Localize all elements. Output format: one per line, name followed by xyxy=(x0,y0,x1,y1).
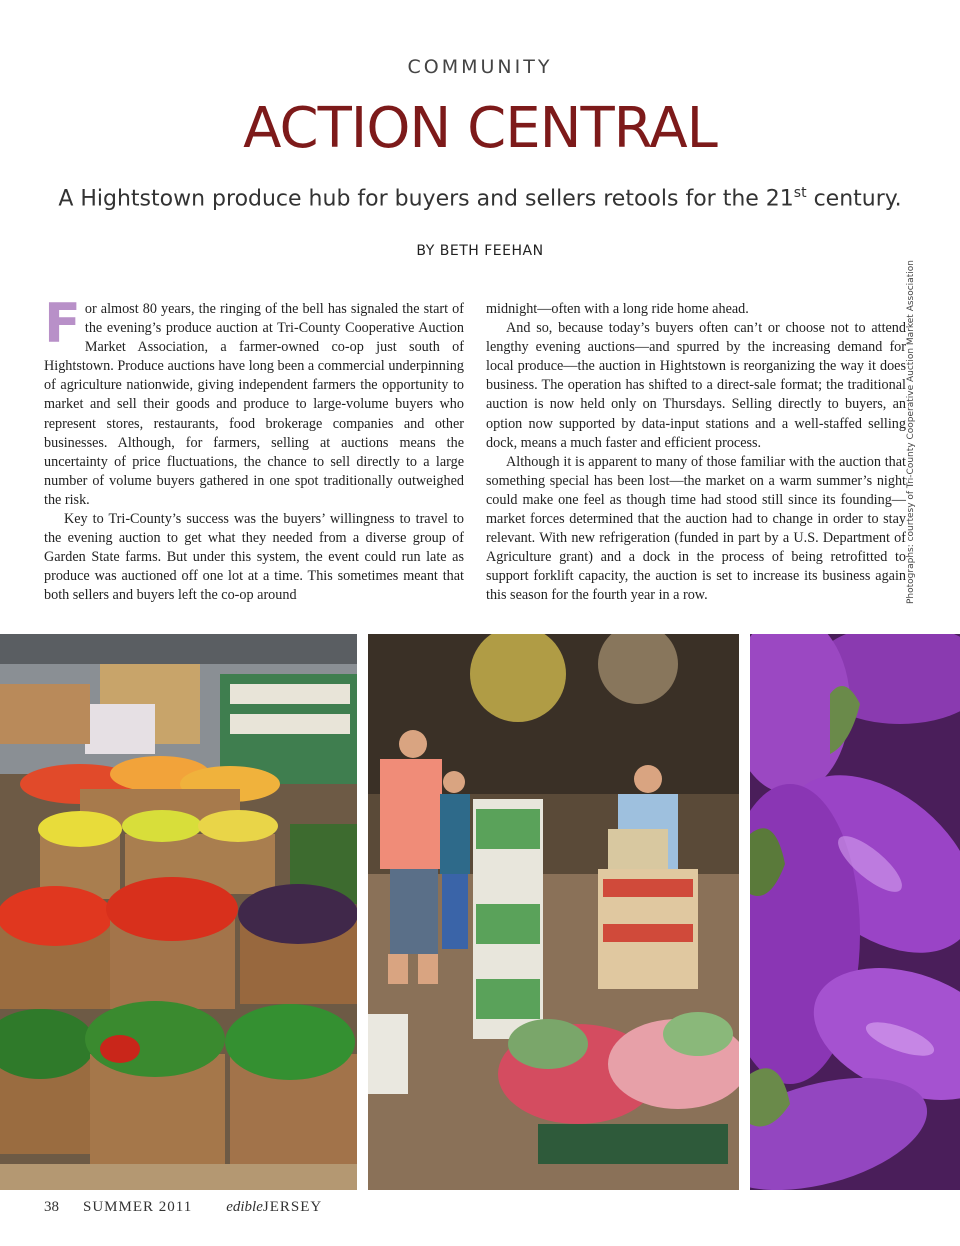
subhead-main: A Hightstown produce hub for buyers and sellers retools for the 21 xyxy=(58,186,794,212)
photo-pepper-baskets xyxy=(0,634,357,1190)
article-column-left xyxy=(44,292,464,606)
article-subhead xyxy=(0,185,960,211)
article-column-right xyxy=(486,300,906,606)
article-headline: ACTION CENTRAL xyxy=(243,96,717,161)
photo-auction-dock xyxy=(368,634,739,1190)
paragraph-text: or almost 80 years, the ringing of the bell has signaled the start of the evening’s produce auction at Tri-County Cooperative Auction Market Association, a farmer-owned co-op just south of Hightstown. Produce auctions have long been a commercial underpinning of agriculture nationwide, giving independent farmers the opportunity to market and sell their goods and produce to large-volume buyers who represent stores, restaurants, food brokerage companies and other businesses. Although, for farmers, selling at auctions means the uncertainty of price fluctuations, the chance to sell directly to a large number of volume buyers gathered in one spot traditionally outweighed the risk. xyxy=(44,301,464,508)
subhead-superscript: st xyxy=(793,185,807,201)
publication-name: JERSEY xyxy=(262,1199,323,1215)
publication-name-italic: edible xyxy=(226,1199,263,1215)
section-kicker: COMMUNITY xyxy=(407,56,553,78)
subhead-end: century. xyxy=(806,186,902,212)
paragraph: Although it is apparent to many of those familiar with the auction that something special has been lost—the market on a warm summer’s night could make one feel as though time had stood still since its founding—market forces determined that the auction had to change in order to stay relevant. With new refrigeration (funded in part by a U.S. Department of Agriculture grant) and a dock in the process of being retrofitted to support forklift capacity, the auction is set to increase its business again this season for the fourth year in a row. xyxy=(486,453,906,604)
photo-credit: Photographs: courtesy of Tri-County Cooperative Auction Market Association xyxy=(906,260,916,604)
paragraph: midnight—often with a long ride home ahead. xyxy=(486,301,749,317)
photo-eggplants xyxy=(750,634,960,1190)
page-number: 38 xyxy=(44,1199,59,1215)
paragraph: Key to Tri-County’s success was the buyers’ willingness to travel to the evening auction to get what they needed from a diverse group of Garden State farms. But under this system, the event could run late as produce was auctioned off one lot at a time. This sometimes meant that both sellers and buyers left the co-op around xyxy=(44,511,464,604)
paragraph xyxy=(44,292,464,510)
issue-season: SUMMER 2011 xyxy=(83,1199,193,1215)
byline: BY BETH FEEHAN xyxy=(416,243,544,259)
page-footer xyxy=(44,1199,322,1219)
dropcap: F xyxy=(44,292,81,355)
paragraph: And so, because today’s buyers often can’t or choose not to attend lengthy evening auctions—and spurred by the increasing demand for local produce—the auction in Hightstown is reorganizing the way it does business. The operation has shifted to a direct-sale format; the traditional auction is now held only on Thursdays. Selling directly to buyers, an option now supported by data-input stations and a well-staffed selling dock, means a much faster and efficient process. xyxy=(486,320,906,451)
